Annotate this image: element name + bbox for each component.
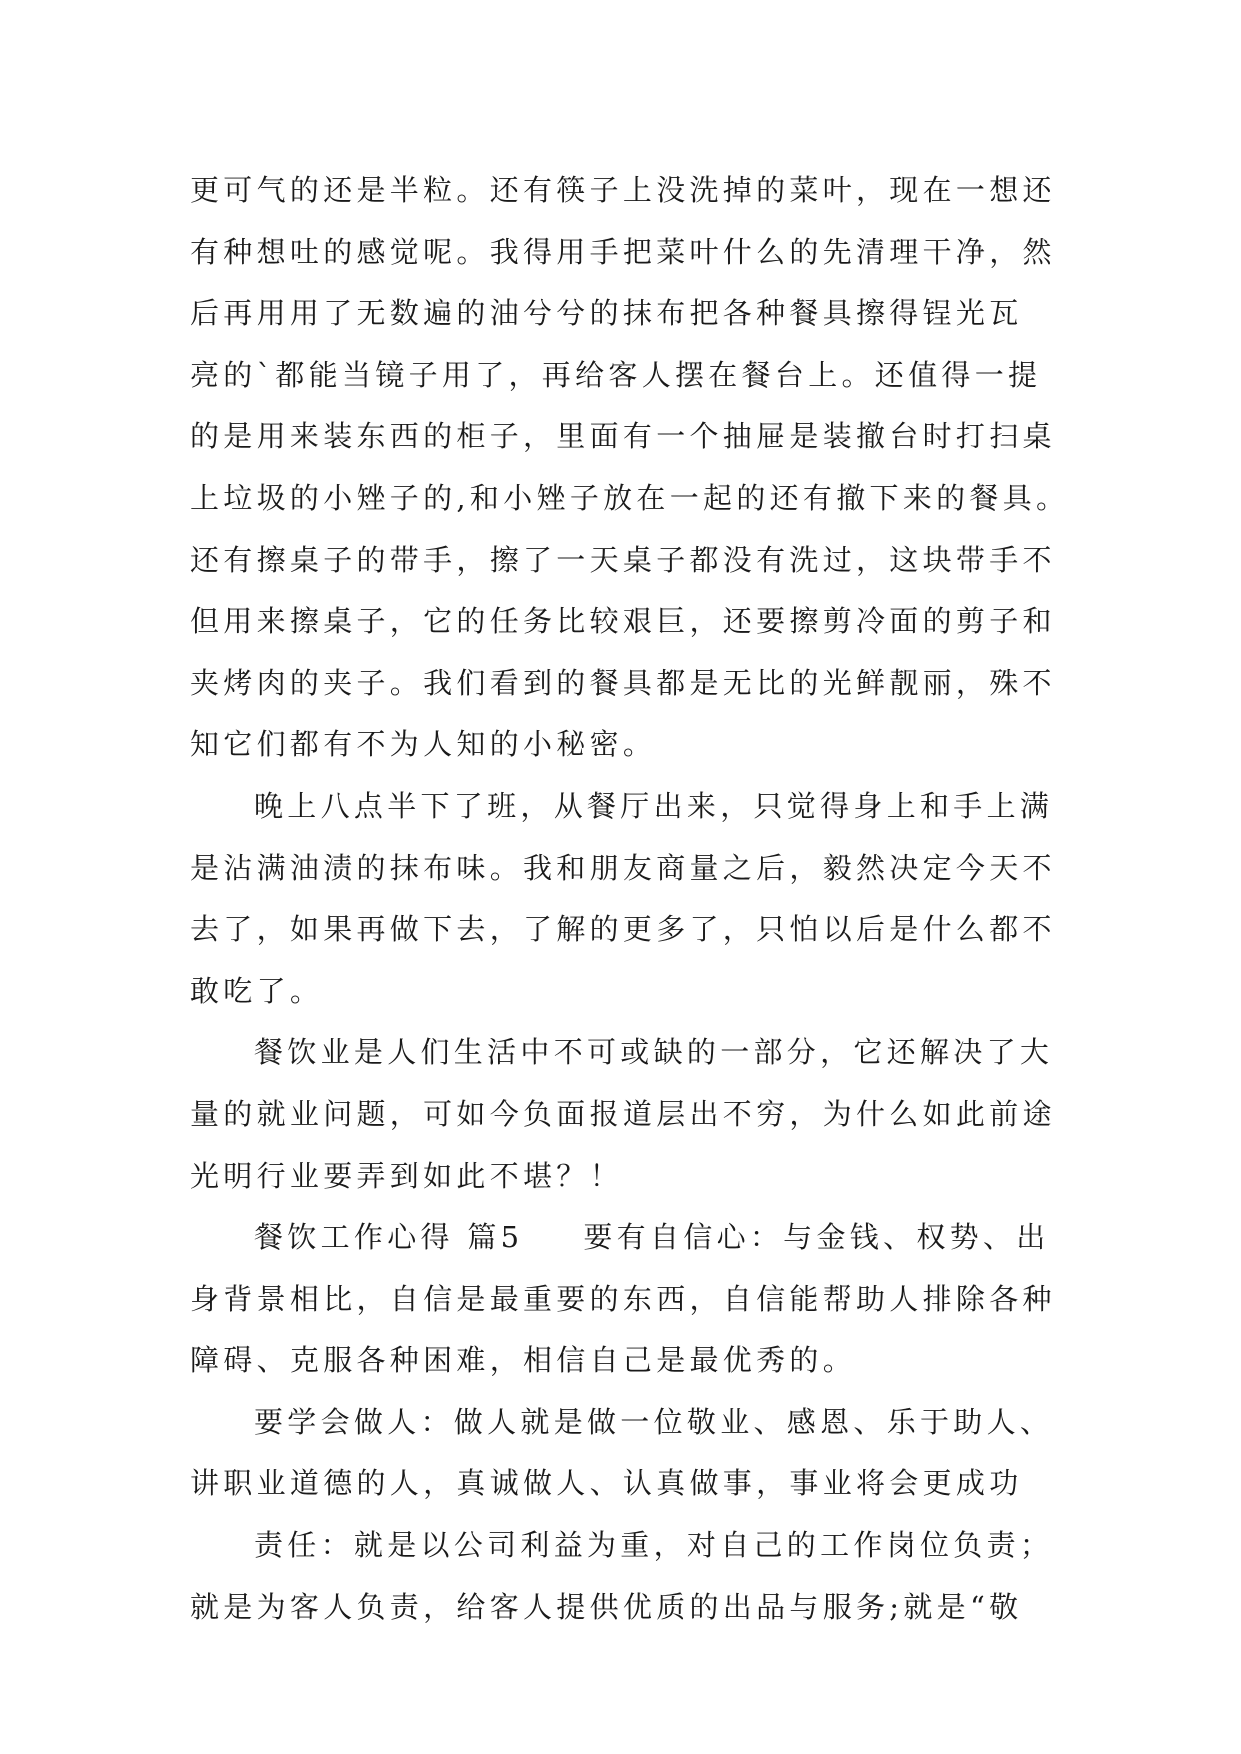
text-line: 障碍、克服各种困难，相信自己是最优秀的。 (190, 1343, 857, 1378)
document-body (190, 160, 1070, 1638)
text-line: 要有自信心：与金钱、权势、出 (583, 1220, 1050, 1255)
text-line: 责任：就是以公司利益为重，对自己的工作岗位负责； (254, 1528, 1054, 1563)
text-line: 是沾满油渍的抹布味。我和朋友商量之后，毅然决定今天不 (190, 850, 1056, 885)
text-line: 光明行业要弄到如此不堪？！ (190, 1158, 623, 1193)
text-line: 身背景相比，自信是最重要的东西，自信能帮助人排除各种 (190, 1281, 1056, 1316)
heading-line (190, 1207, 1050, 1269)
paragraph-3 (190, 1022, 1056, 1207)
text-line: 后再用用了无数遍的油兮兮的抹布把各种餐具擦得锃光瓦 (190, 296, 1023, 331)
text-line: 去了，如果再做下去，了解的更多了，只怕以后是什么都不 (190, 912, 1056, 947)
paragraph-2 (190, 776, 1056, 1022)
text-line: 亮的`都能当镜子用了，再给客人摆在餐台上。还值得一提 (190, 357, 1042, 392)
text-line: 讲职业道德的人，真诚做人、认真做事，事业将会更成功 (190, 1466, 1023, 1501)
text-line: 就是为客人负责，给客人提供优质的出品与服务;就是“敬 (190, 1589, 1023, 1624)
text-line: 还有擦桌子的带手，擦了一天桌子都没有洗过，这块带手不 (190, 542, 1056, 577)
text-line: 但用来擦桌子，它的任务比较艰巨，还要擦剪冷面的剪子和 (190, 604, 1056, 639)
text-line: 有种想吐的感觉呢。我得用手把菜叶什么的先清理干净，然 (190, 234, 1056, 269)
paragraph-6 (190, 1515, 1054, 1638)
text-line: 的是用来装东西的柜子，里面有一个抽屉是装撤台时打扫桌 (190, 419, 1056, 454)
paragraph-5 (190, 1392, 1054, 1515)
text-line: 夹烤肉的夹子。我们看到的餐具都是无比的光鲜靓丽，殊不 (190, 665, 1056, 700)
text-line: 知它们都有不为人知的小秘密。 (190, 727, 657, 762)
section-heading: 餐饮工作心得 篇5 (254, 1220, 524, 1255)
text-line: 量的就业问题，可如今负面报道层出不穷，为什么如此前途 (190, 1096, 1056, 1131)
text-line: 餐饮业是人们生活中不可或缺的一部分，它还解决了大 (254, 1035, 1054, 1070)
paragraph-4 (190, 1207, 1056, 1392)
paragraph-1 (190, 160, 1070, 776)
text-line: 晚上八点半下了班，从餐厅出来，只觉得身上和手上满 (254, 788, 1054, 823)
text-line: 上垃圾的小矬子的,和小矬子放在一起的还有撤下来的餐具。 (190, 480, 1070, 515)
text-line: 敢吃了。 (190, 973, 324, 1008)
text-line: 更可气的还是半粒。还有筷子上没洗掉的菜叶，现在一想还 (190, 173, 1056, 207)
text-line: 要学会做人：做人就是做一位敬业、感恩、乐于助人、 (254, 1404, 1054, 1439)
